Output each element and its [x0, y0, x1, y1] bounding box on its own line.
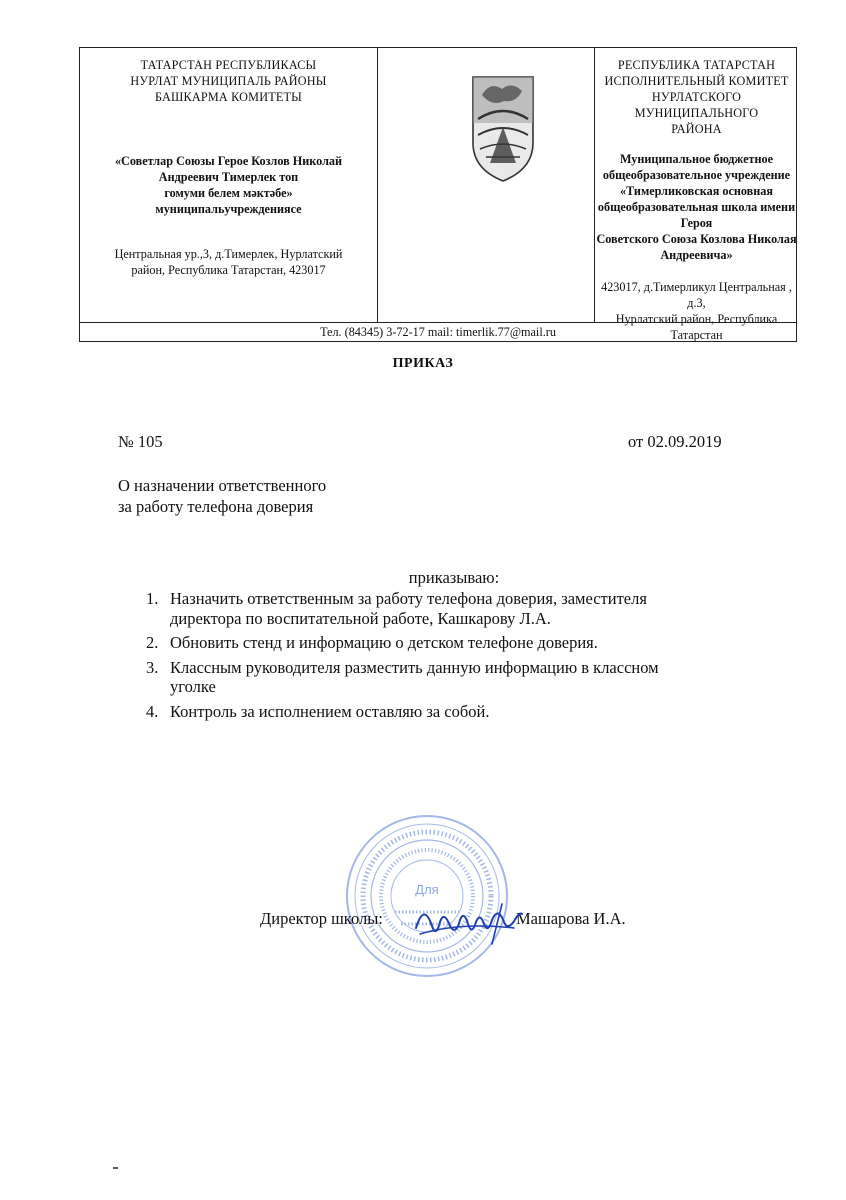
tatar-address-line: Центральная ур.,3, д.Тимерлек, Нурлатский [114, 247, 343, 261]
orders-heading: приказываю: [408, 568, 500, 587]
russian-heading-line: РЕСПУБЛИКА ТАТАРСТАН [617, 58, 776, 72]
scan-mark [113, 1167, 118, 1169]
russian-authority-heading [595, 57, 798, 137]
letterhead [79, 47, 797, 342]
handwritten-signature-icon [410, 892, 525, 952]
tatar-authority-heading [80, 57, 377, 105]
item-text-line: Назначить ответственным за работу телефона доверия, заместителя [170, 589, 647, 608]
item-text-line: Обновить стенд и информацию о детском телефоне доверия. [170, 633, 598, 652]
item-number: 3. [146, 657, 159, 677]
contact-line: Тел. (84345) 3-72-17 mail: timerlik.77@mail.ru [80, 322, 796, 343]
russian-org-line: общеобразовательное учреждение [602, 168, 791, 182]
list-item [146, 589, 806, 628]
subject-line: за работу телефона доверия [118, 497, 314, 516]
signature-label: Директор школы: [260, 909, 383, 928]
order-subject [118, 475, 326, 517]
subject-line: О назначении ответственного [118, 476, 327, 495]
item-number: 4. [146, 701, 159, 721]
russian-heading-line: ИСПОЛНИТЕЛЬНЫЙ КОМИТЕТ [604, 74, 789, 88]
coat-of-arms-icon [468, 73, 538, 185]
item-number: 1. [146, 589, 159, 608]
tatar-org-line: муниципальучреждениясе [155, 202, 302, 216]
russian-org-line: «Тимерликовская основная [620, 184, 773, 198]
item-text-line: уголке [170, 677, 216, 696]
russian-address-line: Нурлатский район, Республика Татарстан [615, 312, 778, 342]
russian-heading-line: НУРЛАТСКОГО МУНИЦИПАЛЬНОГО [634, 90, 759, 120]
tatar-org-line: гомуми белем мәктәбе» [164, 186, 293, 200]
russian-organization-name [595, 151, 798, 263]
list-item [146, 633, 806, 653]
tatar-organization-name [82, 153, 375, 217]
item-text-line: Контроль за исполнением оставляю за собой. [170, 701, 490, 721]
document-title: ПРИКАЗ [392, 356, 454, 371]
list-item [146, 658, 806, 697]
item-text-line: Классным руководителя разместить данную информацию в классном [170, 657, 659, 677]
russian-org-line: общеобразовательная школа имени Героя [597, 200, 796, 230]
russian-org-line: Муниципальное бюджетное [619, 152, 774, 166]
order-number: № 105 [118, 432, 163, 451]
letterhead-russian-column [595, 48, 798, 342]
tatar-heading-line: НУРЛАТ МУНИЦИПАЛЬ РАЙОНЫ [130, 74, 327, 88]
russian-org-line: Андреевича» [660, 248, 733, 262]
letterhead-tatar-column [80, 48, 377, 322]
tatar-address-line: район, Республика Татарстан, 423017 [131, 263, 326, 277]
russian-address-line: 423017, д.Тимерликул Центральная , д.3, [601, 280, 792, 310]
list-item [146, 702, 806, 722]
russian-heading-line: РАЙОНА [671, 122, 722, 136]
tatar-org-line: «Советлар Союзы Герое Козлов Николай [114, 154, 343, 168]
signer-name: Машарова И.А. [516, 909, 626, 928]
stamp-text: Для [415, 882, 439, 897]
item-text-line: директора по воспитательной работе, Кашкарову Л.А. [170, 608, 551, 628]
order-date: от 02.09.2019 [628, 432, 722, 451]
item-number: 2. [146, 633, 159, 652]
letterhead-emblem-column [377, 48, 595, 322]
russian-org-line: Советского Союза Козлова Николая [596, 232, 797, 246]
tatar-heading-line: ТАТАРСТАН РЕСПУБЛИКАСЫ [140, 58, 317, 72]
order-items-list [146, 589, 806, 726]
tatar-org-line: Андреевич Тимерлек топ [158, 170, 299, 184]
tatar-heading-line: БАШКАРМА КОМИТЕТЫ [155, 90, 302, 104]
tatar-address [82, 246, 375, 278]
